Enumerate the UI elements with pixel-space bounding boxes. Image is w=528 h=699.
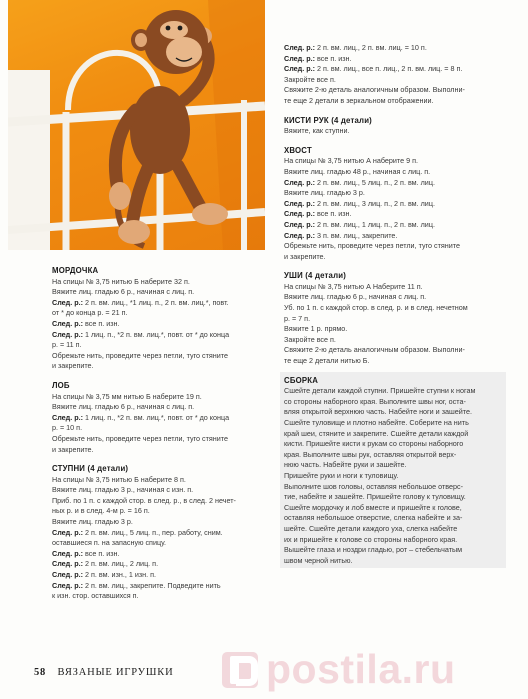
section-gap (284, 107, 504, 116)
section-heading: ХВОСТ (284, 145, 312, 155)
row-label: След. р.: (52, 570, 83, 580)
text-line: Вяжите лиц. гладью 3 р., начиная с изн. п. (52, 485, 194, 495)
text-line: На спицы № 3,75 нитью Б наберите 32 п. (52, 276, 190, 286)
row-text: 2 п. вм. лиц., *1 лиц. п., 2 п. вм. лиц.*, повт. (83, 297, 229, 307)
text-line (52, 298, 274, 309)
row-text: 2 п. вм. лиц., закрепите. Подведите нить (83, 580, 221, 590)
assembly-line: Пришейте руки и ноги к туловищу. (284, 470, 399, 480)
monkey-illustration (8, 0, 265, 250)
text-line (284, 54, 504, 65)
text-line: Вяжите 1 р. прямо. (284, 324, 348, 334)
text-line: Обрежьте нить, проведите через петли, туго стяните (52, 350, 228, 360)
row-label: След. р.: (284, 219, 315, 229)
row-label: След. р.: (52, 559, 83, 569)
row-label: След. р.: (52, 548, 83, 558)
row-label: След. р.: (284, 53, 315, 63)
text-line: и закрепите. (284, 251, 326, 261)
assembly-line: со стороны наборного края. Выполните швы ног, оста- (284, 396, 466, 406)
text-line: Вяжите лиц. гладью 48 р., начиная с лиц. п. (284, 166, 431, 176)
text-line: от * до конца р. = 21 п. (52, 308, 128, 318)
section-heading: МОРДОЧКА (52, 266, 99, 275)
text-line: Вяжите лиц. гладью 6 р., начиная с лиц. п. (52, 402, 195, 412)
row-text: 2 п. вм. лиц., 5 лиц. п., пер. работу, сним. (83, 527, 223, 537)
row-label: След. р.: (284, 43, 315, 52)
section-gap (284, 137, 504, 146)
row-label: След. р.: (52, 527, 83, 537)
text-line: Вяжите, как ступни. (284, 126, 350, 136)
section-heading: КИСТИ РУК (4 детали) (284, 115, 372, 125)
row-text: 2 п. вм. лиц., 2 лиц. п. (83, 559, 159, 569)
assembly-line: шейте. Сшейте детали каждого уха, слегка набейте (284, 523, 458, 533)
text-line: Приб. по 1 п. с каждой стор. в след. р., в след. 2 нечет- (52, 495, 236, 505)
text-line: р. = 11 п. (52, 340, 82, 350)
text-line (52, 330, 274, 341)
assembly-line: край шеи, стяните и закрепите. Сшейте детали каждой (284, 428, 469, 438)
section-gap (52, 372, 274, 381)
row-label: След. р.: (284, 198, 315, 208)
text-line: На спицы № 3,75 нитью А наберите 9 п. (284, 156, 418, 166)
text-line (52, 319, 274, 330)
row-text: 3 п. вм. лиц., закрепите. (315, 230, 398, 240)
text-line: Вяжите лиц. гладью 6 р., начиная с лиц. п. (284, 292, 427, 302)
text-line: оставшиеся п. на запасную спицу. (52, 538, 166, 548)
text-line: ных р. и в след. 4-м р. = 16 п. (52, 506, 150, 516)
text-line: р. = 7 п. (284, 313, 311, 323)
assembly-line: Сшейте мордочку и лоб вместе и пришейте к голове, (284, 502, 462, 512)
text-line: Свяжите 2-ю деталь аналогичным образом. Выполни- (284, 85, 465, 95)
assembly-line: Сшейте детали каждой ступни. Пришейте ступни к ногам (284, 386, 476, 396)
row-text: 2 п. вм. лиц., 3 лиц. п., 2 п. вм. лиц. (315, 198, 435, 208)
assembly-line: Выполните шов головы, оставляя небольшое отверс- (284, 481, 464, 491)
section-gap (52, 455, 274, 464)
row-text: 2 п. вм. лиц., 2 п. вм. лиц. = 10 п. (315, 43, 427, 52)
text-line: Вяжите лиц. гладью 3 р. (284, 188, 365, 198)
text-line: Уб. по 1 п. с каждой стор. в след. р. и в след. нечетном (284, 303, 468, 313)
assembly-line: вляя открытой верхнюю часть. Набейте ноги и зашейте. (284, 407, 472, 417)
row-label: След. р.: (284, 177, 315, 187)
row-text: 1 лиц. п., *2 п. вм. лиц.*, повт. от * до конца (83, 412, 230, 422)
row-label: След. р.: (52, 580, 83, 590)
assembly-line: нюю часть. Набейте руки и зашейте. (284, 460, 407, 470)
text-line (284, 199, 504, 210)
row-label: След. р.: (52, 329, 83, 339)
assembly-line: Вышейте глаза и ноздри гладью, рот – стебельчатым (284, 545, 463, 555)
text-line: На спицы № 3,75 нитью А Наберите 11 п. (284, 281, 423, 291)
section-heading: СТУПНИ (4 детали) (52, 464, 129, 474)
text-line (52, 528, 274, 539)
row-label: След. р.: (52, 318, 83, 328)
text-line: Свяжите 2-ю деталь аналогичным образом. Выполни- (284, 345, 465, 355)
right-text-column (284, 43, 504, 568)
assembly-line: оставляя небольшое отверстие, слегка набейте и за- (284, 513, 463, 523)
text-line: Закройте все п. (284, 74, 336, 84)
text-line (284, 178, 504, 189)
row-label: След. р.: (284, 209, 315, 219)
text-line (284, 231, 504, 242)
assembly-line: кисти. Пришейте кисти к рукам со стороны наборного (284, 439, 464, 449)
text-line: Вяжите лиц. гладью 3 р. (52, 517, 133, 527)
assembly-section (280, 372, 506, 569)
book-title: ВЯЗАНЫЕ ИГРУШКИ (57, 667, 174, 678)
page-footer (34, 667, 174, 678)
text-line: к изн. стор. оставшихся п. (52, 591, 139, 601)
text-line: р. = 10 п. (52, 423, 83, 433)
row-text: 2 п. вм. лиц., 1 лиц. п., 2 п. вм. лиц. (315, 219, 435, 229)
text-line: и закрепите. (52, 444, 94, 454)
section-gap (284, 262, 504, 271)
row-text: 2 п. вм. изн., 1 изн. п. (83, 570, 156, 580)
assembly-heading: СБОРКА (284, 375, 319, 385)
row-text: все п. изн. (83, 548, 120, 558)
row-text: все п. изн. (315, 209, 352, 219)
row-label: След. р.: (52, 297, 83, 307)
row-label: След. р.: (284, 230, 315, 240)
row-text: 2 п. вм. лиц., 5 лиц. п., 2 п. вм. лиц. (315, 177, 435, 187)
assembly-line: края. Выполните швы рук, оставляя открытой верх- (284, 449, 457, 459)
text-line: и закрепите. (52, 361, 94, 371)
text-line: Закройте все п. (284, 334, 336, 344)
text-line: Обрежьте нить, проведите через петли, туго стяните (52, 433, 228, 443)
text-line (284, 220, 504, 231)
row-text: 2 п. вм. лиц., все п. лиц., 2 п. вм. лиц. = 8 п. (315, 64, 463, 74)
assembly-text (284, 386, 502, 566)
text-line (52, 581, 274, 592)
right-text-body (284, 43, 504, 367)
assembly-line: тие, набейте и зашейте. Пришейте голову к туловищу. (284, 492, 466, 502)
row-text: 1 лиц. п., *2 п. вм. лиц.*, повт. от * до конца (83, 329, 230, 339)
row-text: все п. изн. (315, 53, 352, 63)
postila-logo-icon (222, 652, 258, 688)
watermark (222, 648, 522, 692)
text-line (284, 43, 504, 54)
text-line: На спицы № 3,75 нитью Б наберите 8 п. (52, 474, 186, 484)
text-line: На спицы № 3,75 мм нитью Б наберите 19 п. (52, 391, 202, 401)
assembly-line: их и пришейте к голове со стороны наборного края. (284, 534, 458, 544)
text-line (52, 413, 274, 424)
row-label: След. р.: (52, 412, 83, 422)
monkey-photo (8, 0, 265, 250)
assembly-line: Сшейте туловище и плотно набейте. Соберите на нить (284, 418, 469, 427)
text-line (52, 549, 274, 560)
text-line (284, 64, 504, 75)
text-line: те еще 2 детали в зеркальном отображении. (284, 95, 434, 105)
text-line (284, 209, 504, 220)
text-line: Вяжите лиц. гладью 6 р., начиная с лиц. п. (52, 287, 195, 297)
text-line: Обрежьте нить, проведите через петли, туго стяните (284, 241, 460, 251)
text-line (52, 559, 274, 570)
watermark-text: postila.ru (266, 646, 456, 692)
row-text: все п. изн. (83, 318, 120, 328)
section-heading: УШИ (4 детали) (284, 271, 347, 281)
text-line (52, 570, 274, 581)
left-text-column (52, 266, 274, 602)
assembly-line: швом черной нитью. (284, 555, 353, 565)
row-label: След. р.: (284, 64, 315, 74)
section-heading: ЛОБ (52, 380, 70, 390)
text-line: те еще 2 детали нитью Б. (284, 356, 370, 366)
page-number: 58 (34, 667, 47, 678)
